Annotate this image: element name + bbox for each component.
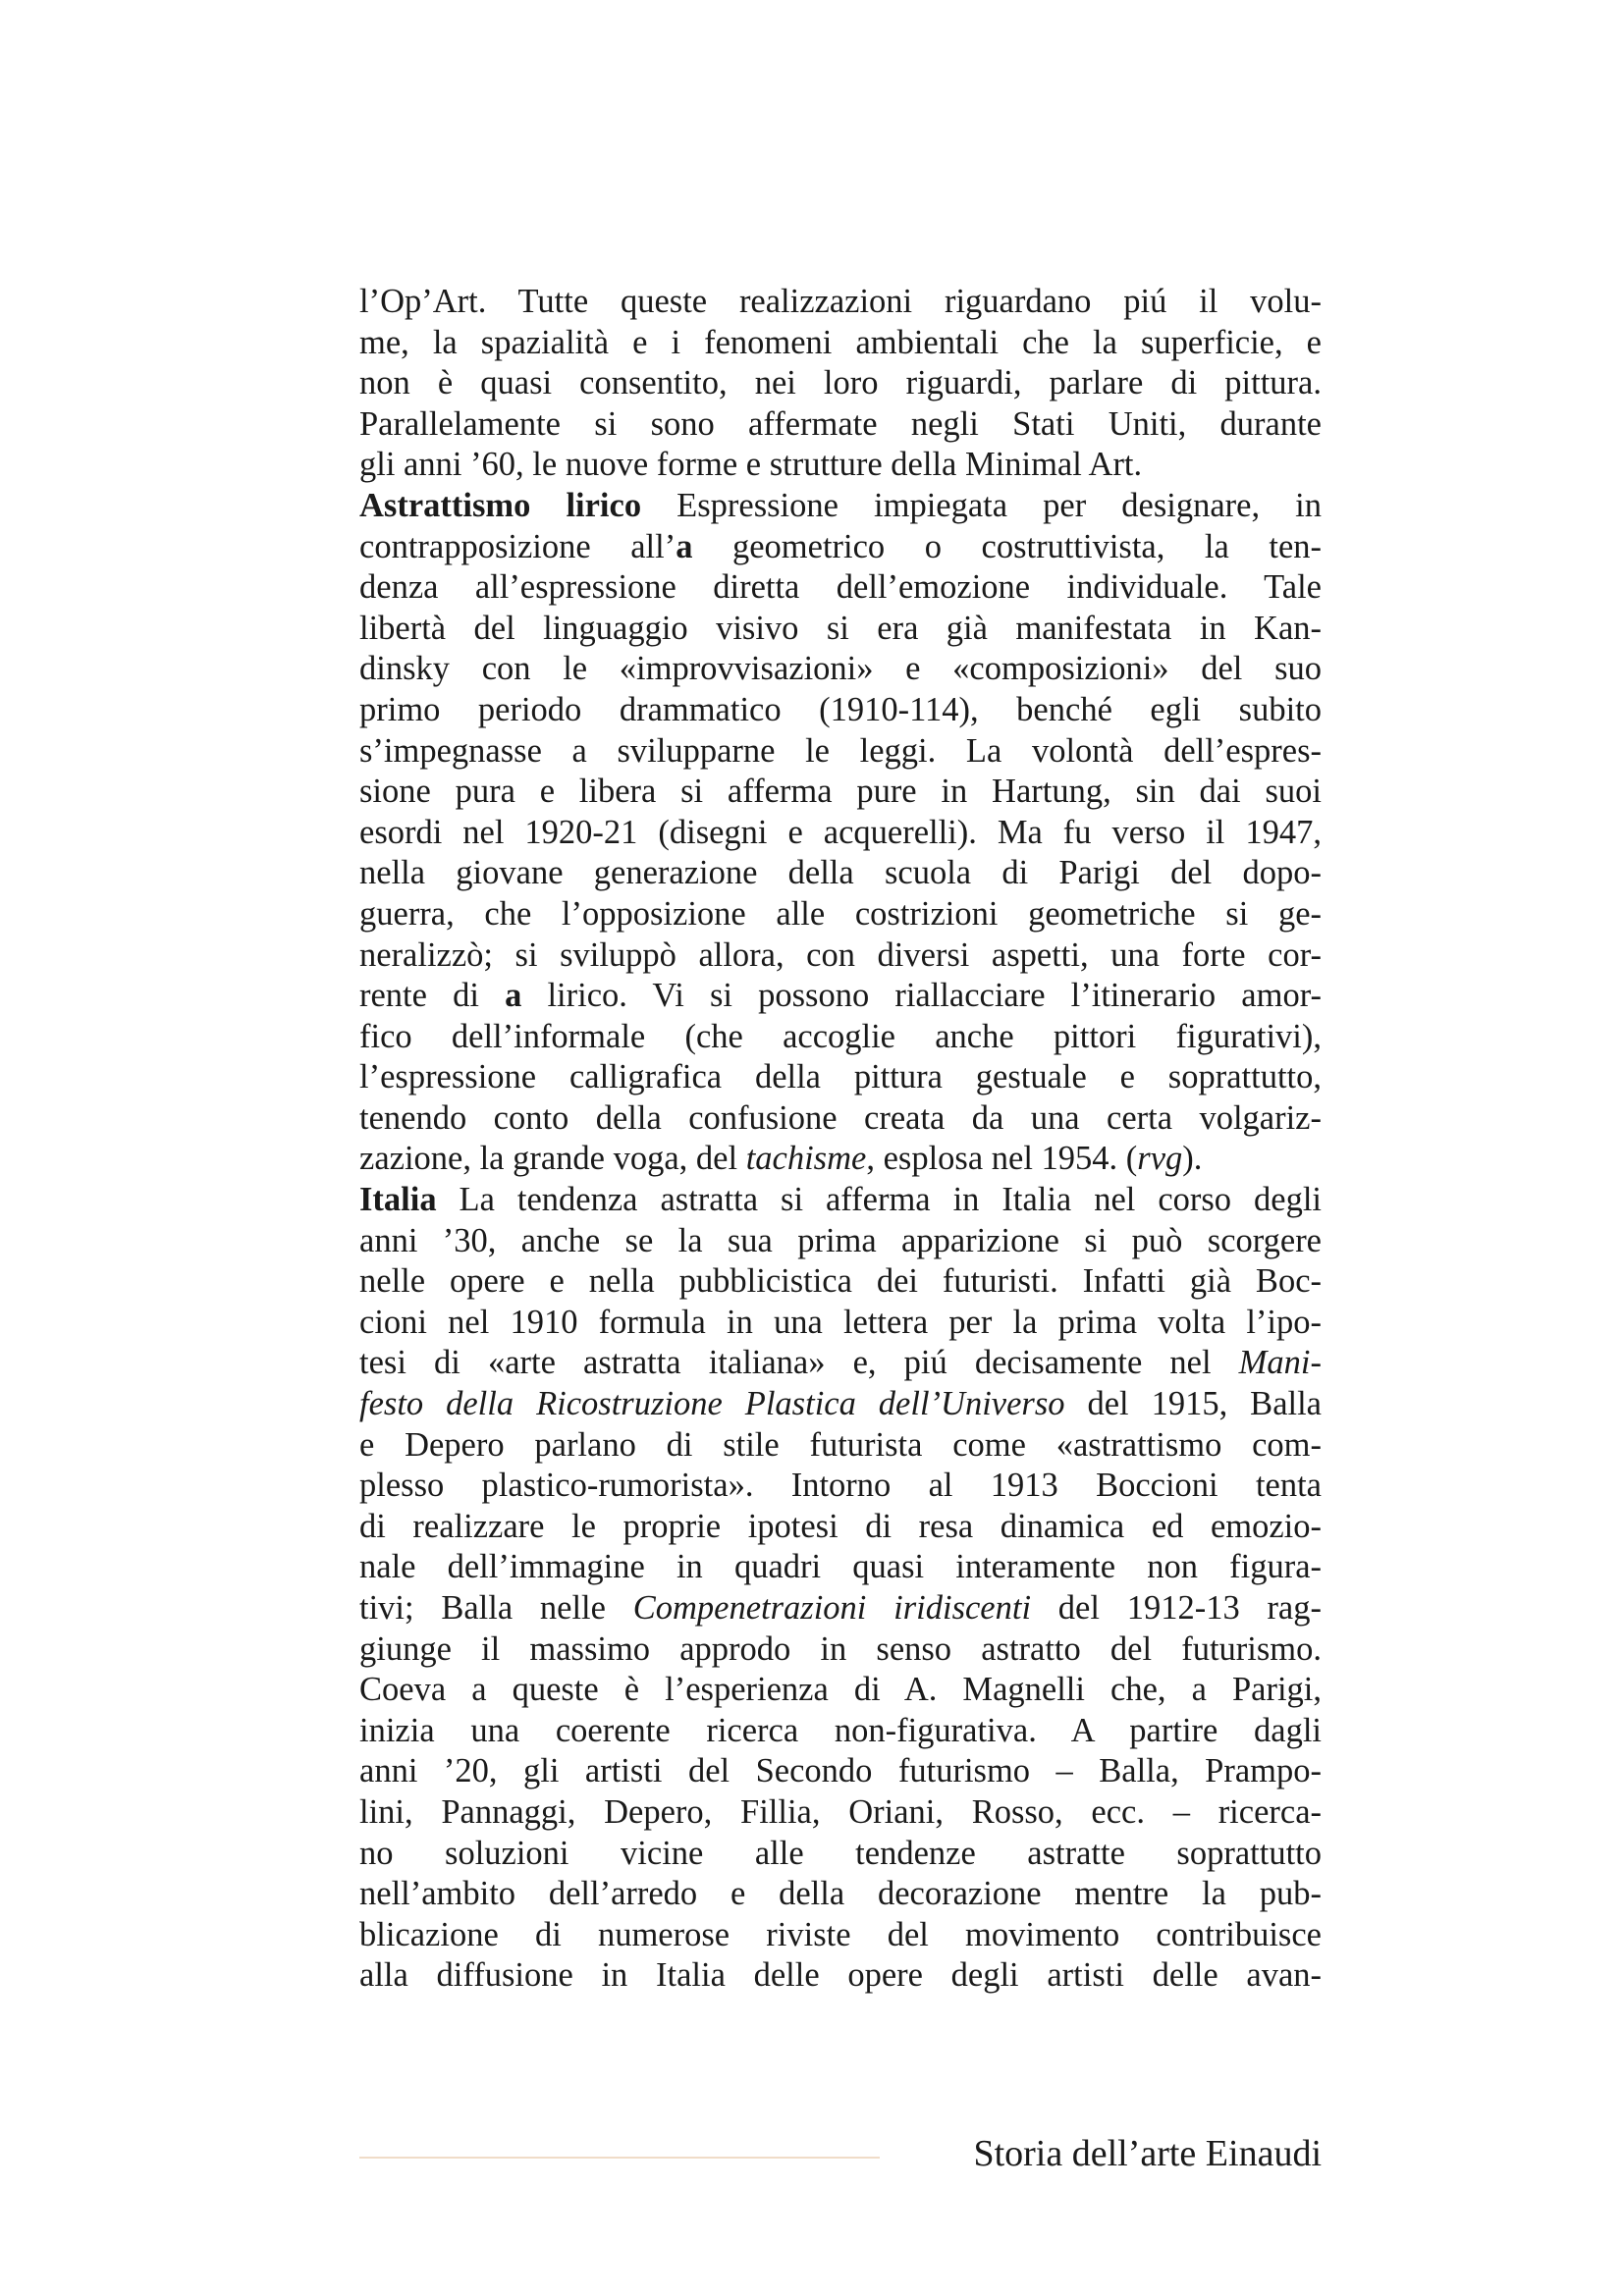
italic-term: Mani- <box>1238 1344 1322 1382</box>
entry-heading: Astrattismo lirico <box>359 486 642 524</box>
footer-title: Storia dell’arte Einaudi <box>973 2133 1322 2174</box>
text-run: Parallelamente si sono affermate negli Stati Uniti, durante <box>359 404 1322 443</box>
text-line <box>359 853 1322 894</box>
text-run: s’impegnasse a svilupparne le leggi. La volontà dell’espres- <box>359 731 1322 770</box>
text-run: me, la spazialità e i fenomeni ambientali che la superficie, e <box>359 323 1322 361</box>
text-line <box>359 282 1322 323</box>
text-run: denza all’espressione diretta dell’emozione individuale. Tale <box>359 568 1322 607</box>
text-run: anni ’30, anche se la sua prima apparizione si può scorgere <box>359 1221 1322 1259</box>
text-run: guerra, che l’opposizione alle costrizioni geometriche si ge- <box>359 894 1322 933</box>
text-line <box>359 1180 1322 1221</box>
text-run: neralizzò; si sviluppò allora, con diversi aspetti, una forte cor- <box>359 935 1322 974</box>
text-run: lirico. Vi si possono riallacciare l’itinerario amor- <box>521 977 1322 1015</box>
text-line <box>359 976 1322 1017</box>
italic-term: festo della Ricostruzione Plastica dell’Universo <box>359 1385 1065 1423</box>
italic-term: tachisme <box>745 1140 867 1178</box>
text-run: geometrico o costruttivista, la ten- <box>692 527 1322 565</box>
italic-term: Compenetrazioni iridiscenti <box>632 1589 1032 1627</box>
text-run: alla diffusione in Italia delle opere degli artisti delle avan- <box>359 1956 1322 1995</box>
text-run: tivi; Balla nelle <box>359 1589 633 1627</box>
text-run: plesso plastico-rumorista». Intorno al 1913 Boccioni tenta <box>359 1467 1322 1505</box>
text-run: Coeva a queste è l’esperienza di A. Magnelli che, a Parigi, <box>359 1671 1322 1709</box>
text-line <box>359 609 1322 650</box>
text-line <box>359 1751 1322 1792</box>
text-run: ). <box>1182 1140 1203 1178</box>
text-run: l’Op’Art. Tutte queste realizzazioni riguardano piú il volu- <box>359 283 1322 320</box>
text-line <box>359 1261 1322 1303</box>
text-run: no soluzioni vicine alle tendenze astratte soprattutto <box>359 1834 1322 1872</box>
text-run: nella giovane generazione della scuola di Parigi del dopo- <box>359 854 1322 892</box>
text-run: del 1915, Balla <box>1064 1385 1322 1423</box>
text-line <box>359 1098 1322 1140</box>
text-line <box>359 649 1322 690</box>
text-run: nale dell’immagine in quadri quasi interamente non figura- <box>359 1548 1322 1586</box>
text-run: del 1912-13 rag- <box>1031 1589 1322 1627</box>
text-run: contrapposizione all’ <box>359 527 676 565</box>
entry-heading: a <box>676 527 693 565</box>
text-line <box>359 1915 1322 1956</box>
text-line <box>359 1139 1322 1180</box>
text-line <box>359 1588 1322 1629</box>
text-line <box>359 486 1322 527</box>
text-run: nelle opere e nella pubblicistica dei futuristi. Infatti già Boc- <box>359 1262 1322 1301</box>
text-line <box>359 1955 1322 1997</box>
text-line <box>359 1466 1322 1507</box>
text-run: La tendenza astratta si afferma in Italia nel corso degli <box>436 1181 1322 1219</box>
text-line <box>359 445 1322 486</box>
text-line <box>359 1017 1322 1058</box>
text-run: anni ’20, gli artisti del Secondo futurismo – Balla, Prampo- <box>359 1752 1322 1790</box>
text-run: e Depero parlano di stile futurista come «astrattismo com- <box>359 1425 1322 1464</box>
text-line <box>359 1507 1322 1548</box>
text-line <box>359 935 1322 977</box>
text-run: , esplosa nel 1954. ( <box>866 1140 1138 1178</box>
text-line <box>359 1670 1322 1711</box>
text-run: zazione, la grande voga, del <box>359 1140 746 1178</box>
text-run: inizia una coerente ricerca non-figurativa. A partire dagli <box>359 1711 1322 1749</box>
text-line <box>359 1343 1322 1384</box>
text-line <box>359 1711 1322 1752</box>
text-run: fico dell’informale (che accoglie anche pittori figurativi), <box>359 1017 1322 1055</box>
text-line <box>359 894 1322 935</box>
text-run: esordi nel 1920-21 (disegni e acquerelli). Ma fu verso il 1947, <box>359 813 1322 851</box>
text-line <box>359 813 1322 854</box>
text-run: giunge il massimo approdo in senso astratto del futurismo. <box>359 1629 1322 1668</box>
entry-heading: Italia <box>359 1181 437 1219</box>
text-line <box>359 1221 1322 1262</box>
text-line <box>359 772 1322 813</box>
text-run: tesi di «arte astratta italiana» e, piú decisamente nel <box>359 1344 1239 1382</box>
text-run: tenendo conto della confusione creata da una certa volgariz- <box>359 1098 1322 1137</box>
text-run: cioni nel 1910 formula in una lettera per la prima volta l’ipo- <box>359 1303 1322 1341</box>
text-line <box>359 731 1322 773</box>
text-line <box>359 1425 1322 1467</box>
text-line <box>359 567 1322 609</box>
text-run: dinsky con le «improvvisazioni» e «composizioni» del suo <box>359 650 1322 688</box>
text-line <box>359 1834 1322 1875</box>
text-line <box>359 1384 1322 1425</box>
text-line <box>359 690 1322 731</box>
article-body <box>359 282 1322 1997</box>
text-line <box>359 1792 1322 1834</box>
entry-heading: a <box>505 977 522 1015</box>
text-line <box>359 1629 1322 1671</box>
text-run: lini, Pannaggi, Depero, Fillia, Oriani, Rosso, ecc. – ricerca- <box>359 1792 1322 1831</box>
italic-term: rvg <box>1137 1140 1183 1178</box>
text-line <box>359 323 1322 364</box>
text-run: gli anni ’60, le nuove forme e strutture della Minimal Art. <box>359 446 1143 484</box>
text-run: Espressione impiegata per designare, in <box>641 486 1322 524</box>
text-run: primo periodo drammatico (1910-114), benché egli subito <box>359 690 1322 728</box>
text-run: nell’ambito dell’arredo e della decorazione mentre la pub- <box>359 1875 1322 1913</box>
text-line <box>359 1547 1322 1588</box>
text-line <box>359 1057 1322 1098</box>
footer-rule <box>359 2157 880 2159</box>
text-run: sione pura e libera si afferma pure in Hartung, sin dai suoi <box>359 773 1322 811</box>
text-run: non è quasi consentito, nei loro riguardi, parlare di pittura. <box>359 364 1322 402</box>
text-line <box>359 363 1322 404</box>
text-run: blicazione di numerose riviste del movimento contribuisce <box>359 1915 1322 1953</box>
text-line <box>359 527 1322 568</box>
text-run: di realizzare le proprie ipotesi di resa dinamica ed emozio- <box>359 1507 1322 1545</box>
text-line <box>359 1303 1322 1344</box>
text-run: rente di <box>359 977 506 1015</box>
text-line <box>359 404 1322 446</box>
text-line <box>359 1874 1322 1915</box>
text-run: l’espressione calligrafica della pittura gestuale e soprattutto, <box>359 1058 1322 1096</box>
text-run: libertà del linguaggio visivo si era già manifestata in Kan- <box>359 609 1322 647</box>
